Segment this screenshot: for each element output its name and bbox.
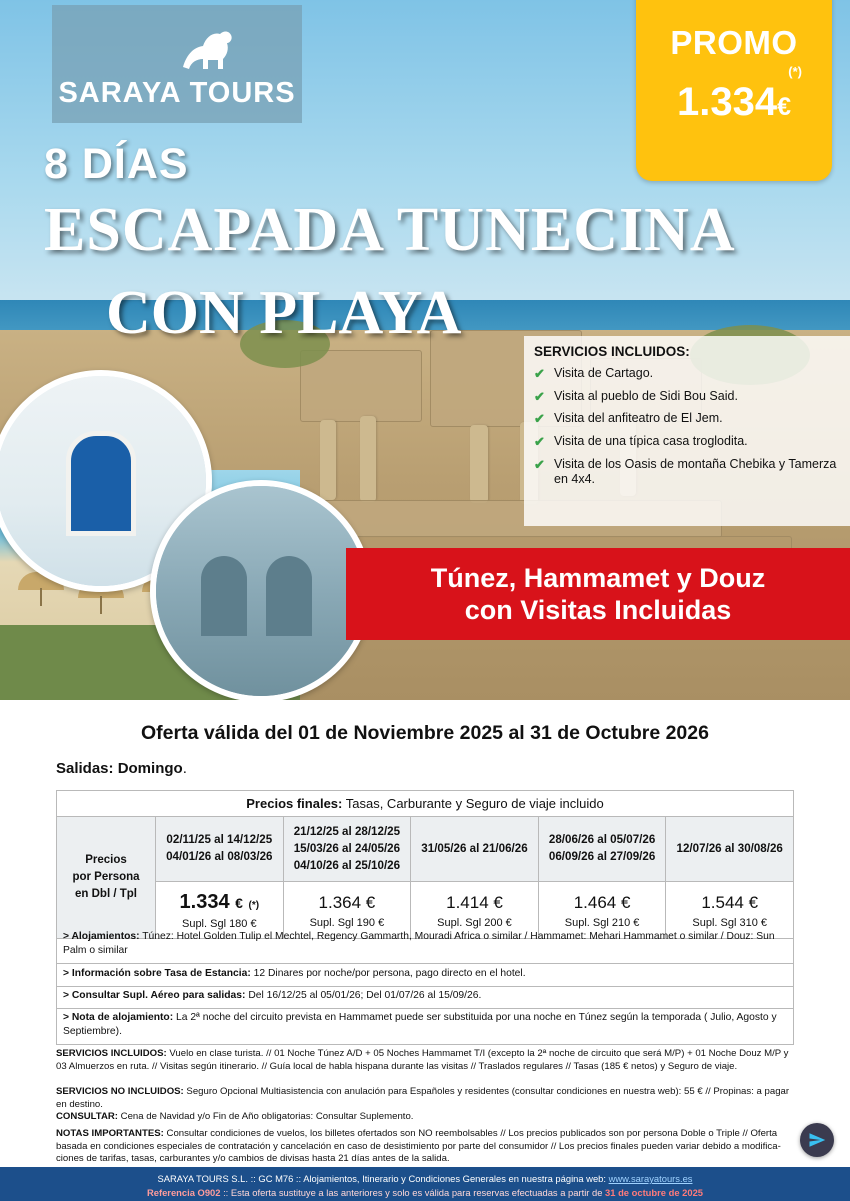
table-first-col bbox=[57, 817, 156, 939]
service-item bbox=[534, 389, 840, 405]
price-value bbox=[542, 893, 663, 913]
price-table bbox=[56, 790, 794, 939]
first-col-l2: por Persona bbox=[72, 871, 140, 884]
umbrella-pole bbox=[40, 588, 42, 606]
blue-door bbox=[66, 431, 136, 536]
date-line: 31/05/26 al 21/06/26 bbox=[421, 841, 528, 855]
note-label: > Información sobre Tasa de Estancia: bbox=[63, 968, 251, 979]
table-header-rest: Tasas, Carburante y Seguro de viaje incluido bbox=[342, 796, 604, 811]
price-supplement: Supl. Sgl 210 € bbox=[564, 916, 640, 929]
footer bbox=[0, 1167, 850, 1201]
departures-label: Salidas: Domingo bbox=[56, 760, 183, 777]
check-icon: ✔ bbox=[534, 456, 545, 472]
price-number: 1.464 bbox=[573, 892, 617, 912]
ruin-block bbox=[300, 350, 422, 422]
stone-arch bbox=[201, 556, 247, 636]
date-line: 04/01/26 al 08/03/26 bbox=[166, 850, 273, 864]
price-currency: € bbox=[493, 892, 503, 912]
price-supplement: Supl. Sgl 200 € bbox=[437, 916, 512, 929]
service-item bbox=[534, 366, 840, 382]
service-item bbox=[534, 411, 840, 427]
fineprint-not-included bbox=[56, 1086, 798, 1111]
fineprint-label: SERVICIOS NO INCLUIDOS: bbox=[56, 1086, 184, 1097]
first-col-l3: en Dbl / Tpl bbox=[75, 888, 137, 901]
fineprint-consult bbox=[56, 1111, 798, 1124]
table-header-cell bbox=[57, 791, 794, 817]
destination-banner bbox=[346, 548, 850, 640]
price-supplement: Supl. Sgl 190 € bbox=[309, 916, 385, 929]
departures-dot: . bbox=[182, 760, 187, 777]
footer-note: :: Esta oferta sustituye a las anteriores y solo es válida para reservas efectuadas a partir de bbox=[220, 1187, 606, 1199]
send-glyph bbox=[808, 1131, 826, 1149]
price-supplement: Supl. Sgl 310 € bbox=[692, 916, 767, 929]
promo-asterisk: (*) bbox=[788, 64, 802, 79]
send-icon[interactable] bbox=[800, 1123, 834, 1157]
table-header-row bbox=[57, 791, 794, 817]
stone-arch bbox=[266, 556, 312, 636]
first-col-l1: Precios bbox=[85, 853, 127, 866]
fineprint-label: SERVICIOS INCLUIDOS: bbox=[56, 1048, 167, 1059]
price-currency: € bbox=[235, 895, 243, 912]
check-icon: ✔ bbox=[534, 388, 545, 404]
date-line: 15/03/26 al 24/05/26 bbox=[293, 841, 401, 855]
fineprint-text: Vuelo en clase turista. // 01 Noche Túnez A/D + 05 Noches Hammamet T/I (excepto la 2ª noche de circuito que será M/P) + 01 Noche Douz M/P y 03 Almuerzos en ruta. // Visitas según itinerario. // Guía local de habla hispana durante las visitas // Traslados regulares // Tasas (185 € netos) y Seguro de viaje. bbox=[56, 1048, 789, 1072]
services-heading: SERVICIOS INCLUIDOS: bbox=[534, 344, 690, 359]
service-text: Visita de una típica casa troglodita. bbox=[554, 433, 748, 448]
note-row bbox=[56, 925, 794, 964]
departures bbox=[56, 760, 187, 777]
fineprint-text: Consultar condiciones de vuelos, los billetes ofertados son NO reembolsables // Los precios publicados son por persona Doble o Triple // Oferta basada en condiciones especiales de contratación y cancelación en caso de desistimiento por parte del consumidor // Los precios finales pueden variar debido a modifica-ciones de tarifas, tasas, carburantes y/o cambios de divisas hasta 21 días antes de la salida. bbox=[56, 1128, 781, 1165]
date-line: 02/11/25 al 14/12/25 bbox=[166, 833, 273, 847]
service-item bbox=[534, 434, 840, 450]
services-panel bbox=[524, 336, 850, 526]
date-line: 06/09/26 al 27/09/26 bbox=[548, 850, 656, 864]
date-line: 28/06/26 al 05/07/26 bbox=[548, 833, 656, 847]
service-item bbox=[534, 457, 840, 488]
service-text: Visita del anfiteatro de El Jem. bbox=[554, 411, 723, 426]
check-icon: ✔ bbox=[534, 433, 545, 449]
date-line: 12/07/26 al 30/08/26 bbox=[676, 841, 783, 855]
price-number: 1.414 bbox=[446, 892, 489, 912]
offer-validity: Oferta válida del 01 de Noviembre 2025 al 31 de Octubre 2026 bbox=[141, 722, 709, 744]
price-currency: € bbox=[748, 892, 759, 912]
note-text: 12 Dinares por noche/por persona, pago directo en el hotel. bbox=[250, 968, 526, 979]
footer-company: SARAYA TOURS S.L. :: GC M76 :: Alojamientos, Itinerario y Condiciones Generales en nuestra página web: bbox=[157, 1173, 609, 1184]
price-value bbox=[669, 893, 790, 913]
promo-price-value: 1.334 bbox=[676, 80, 778, 124]
ruin-column bbox=[470, 425, 488, 503]
table-dates-row bbox=[57, 817, 794, 882]
check-icon: ✔ bbox=[534, 366, 545, 381]
promo-currency: € bbox=[777, 93, 791, 121]
logo bbox=[52, 5, 302, 123]
fineprint-important bbox=[56, 1128, 798, 1166]
price-value bbox=[287, 893, 408, 913]
logo-text: SARAYA TOURS bbox=[58, 77, 296, 109]
table-dates-cell bbox=[666, 817, 794, 882]
camel-icon bbox=[177, 27, 239, 73]
footer-line-1 bbox=[0, 1172, 850, 1186]
service-text: Visita de los Oasis de montaña Chebika y Tamerza en 4x4. bbox=[554, 456, 837, 487]
price-currency: € bbox=[620, 892, 631, 912]
price-supplement: Supl. Sgl 180 € bbox=[181, 918, 257, 931]
price-value bbox=[159, 891, 280, 914]
price-number: 1.544 bbox=[701, 892, 744, 912]
date-line: 21/12/25 al 28/12/25 bbox=[293, 825, 401, 838]
note-text: Del 16/12/25 al 05/01/26; Del 01/07/26 al 15/09/26. bbox=[245, 990, 482, 1001]
price-number: 1.334 bbox=[179, 891, 230, 914]
service-text: Visita al pueblo de Sidi Bou Said. bbox=[554, 388, 738, 403]
title-main: ESCAPADA TUNECINA bbox=[44, 196, 736, 264]
promo-label: PROMO bbox=[670, 24, 798, 61]
note-text: Túnez: Hotel Golden Tulip el Mechtel, Regency Gammarth, Mouradi Africa o similar / Hammamet: Mehari Hammamet o similar / Douz: Sun Palm o similar bbox=[63, 931, 775, 956]
table-dates-cell bbox=[283, 817, 411, 882]
note-label: > Nota de alojamiento: bbox=[63, 1012, 174, 1023]
note-label: > Alojamientos: bbox=[63, 931, 140, 942]
footer-date: 31 de octubre de 2025 bbox=[605, 1187, 704, 1199]
services-list bbox=[534, 366, 840, 488]
banner-line2: con Visitas Incluidas bbox=[464, 595, 732, 625]
fineprint-label: NOTAS IMPORTANTES: bbox=[56, 1128, 164, 1139]
service-text: Visita de Cartago. bbox=[554, 366, 654, 380]
fineprint-included bbox=[56, 1048, 798, 1073]
title-secondary: CON PLAYA bbox=[106, 279, 462, 347]
note-label: > Consultar Supl. Aéreo para salidas: bbox=[63, 990, 246, 1001]
umbrella-pole bbox=[100, 596, 102, 614]
note-row bbox=[56, 1006, 794, 1045]
date-line: 04/10/26 al 25/10/26 bbox=[293, 858, 401, 872]
table-dates-cell bbox=[411, 817, 539, 882]
price-number: 1.364 bbox=[318, 892, 362, 912]
table-dates-cell bbox=[538, 817, 666, 882]
footer-line-2 bbox=[0, 1186, 850, 1200]
fineprint-text: Seguro Opcional Multiasistencia con anulación para Españoles y residentes (consultar condiciones en nuestra web): 55 € // Propinas: a pagar en destino. bbox=[56, 1086, 790, 1110]
table-header-bold: Precios finales: bbox=[246, 796, 343, 811]
banner-text bbox=[431, 562, 766, 627]
troglodyte-photo bbox=[150, 480, 372, 700]
promo-price bbox=[636, 80, 832, 125]
check-icon: ✔ bbox=[534, 411, 545, 427]
price-currency: € bbox=[365, 892, 376, 912]
footer-reference: Referencia O902 bbox=[146, 1187, 221, 1199]
table-dates-cell bbox=[156, 817, 284, 882]
title-days: 8 DÍAS bbox=[44, 140, 189, 188]
price-value bbox=[414, 893, 535, 913]
fineprint-text: Cena de Navidad y/o Fin de Año obligatorias: Consultar Suplemento. bbox=[118, 1111, 414, 1122]
footer-website-link[interactable]: www.sarayatours.es bbox=[608, 1173, 693, 1184]
fineprint-label: CONSULTAR: bbox=[56, 1111, 118, 1122]
price-asterisk: (*) bbox=[248, 900, 260, 912]
promo-badge bbox=[636, 0, 832, 181]
note-text: La 2ª noche del circuito prevista en Hammamet puede ser substituida por una noche en Túnez según la temporada ( Julio, Agosto y Septiembre). bbox=[63, 1012, 777, 1037]
banner-line1: Túnez, Hammamet y Douz bbox=[430, 562, 766, 593]
